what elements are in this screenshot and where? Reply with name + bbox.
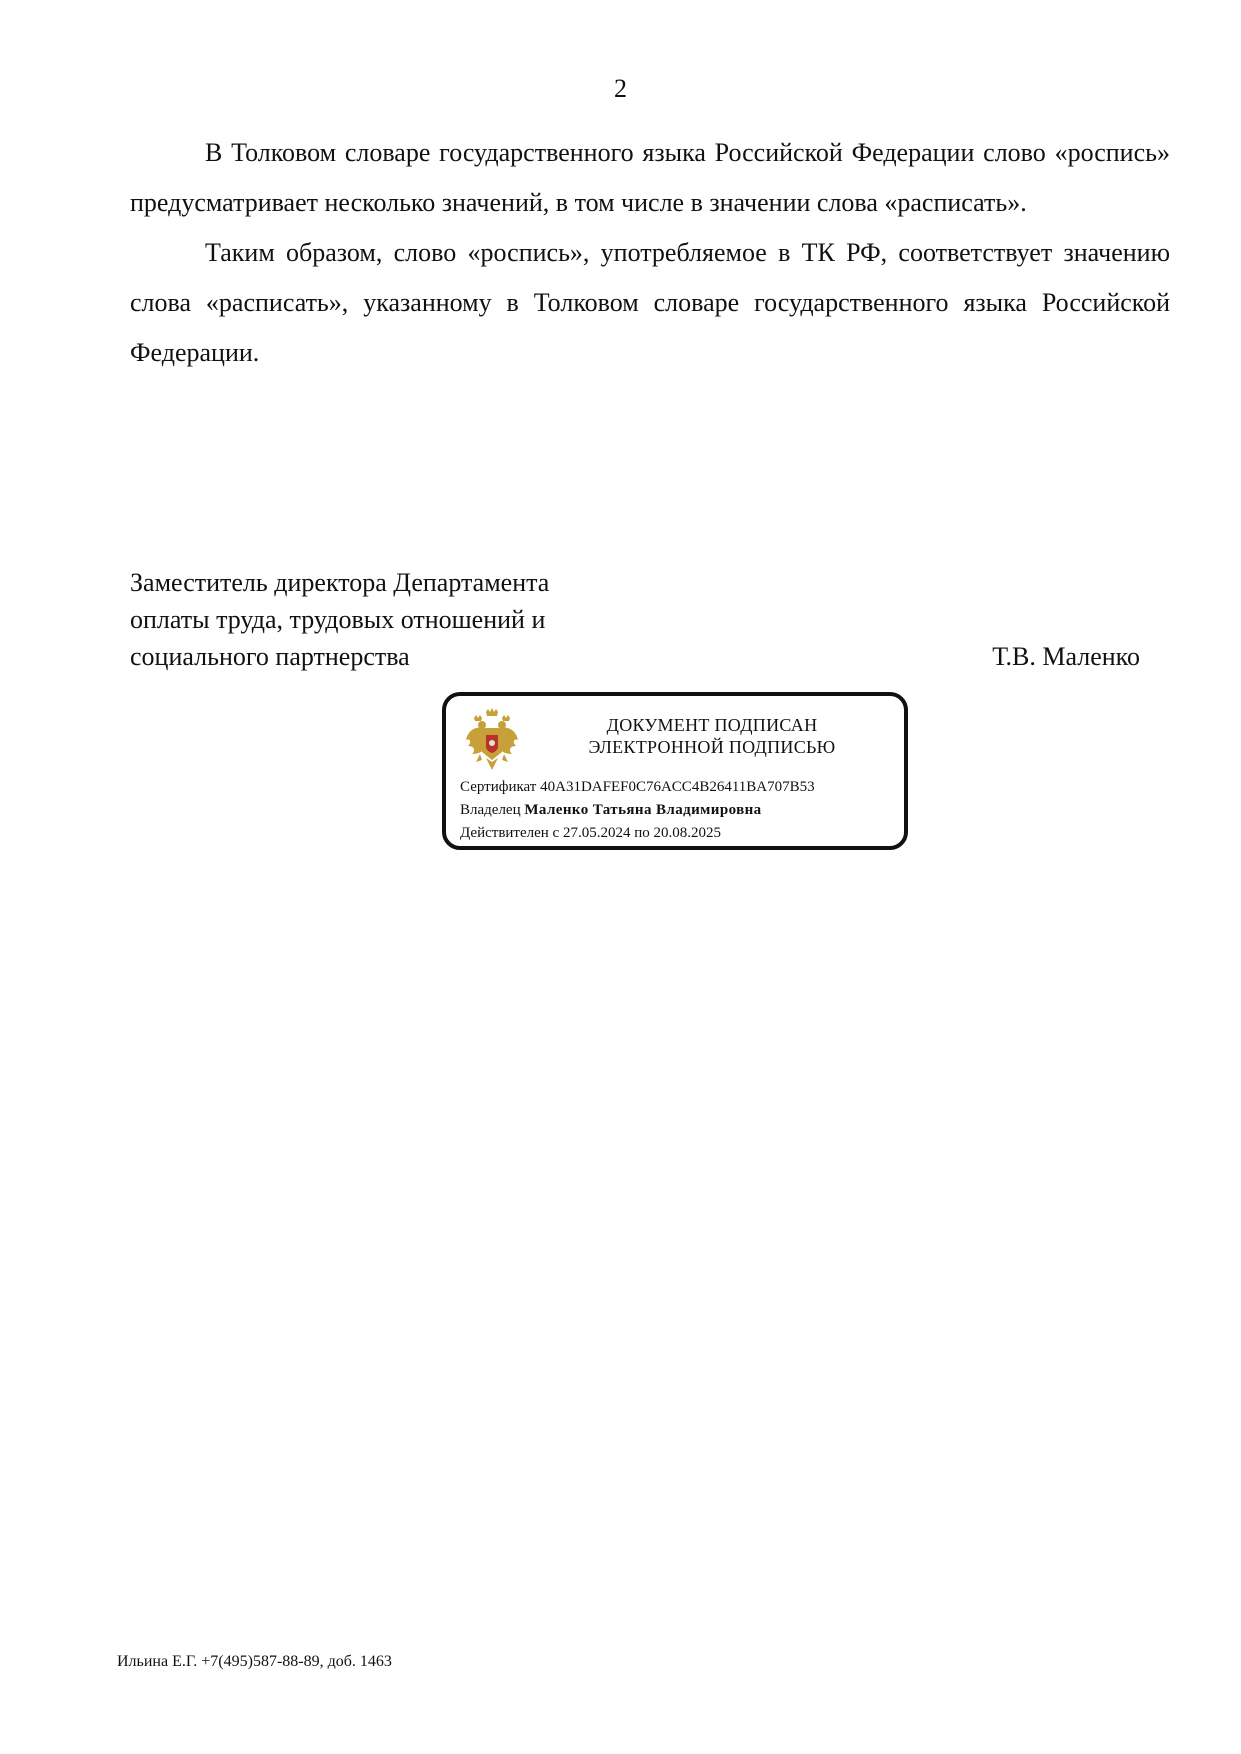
stamp-title-line: ДОКУМЕНТ ПОДПИСАН — [606, 715, 818, 735]
signatory-position-line: Заместитель директора Департамента — [130, 568, 550, 597]
valid-from-date: 27.05.2024 — [562, 825, 631, 841]
certificate-label: Сертификат — [460, 779, 537, 795]
paragraph-conclusion: Таким образом, слово «роспись», употребляемое в ТК РФ, соответствует значению слова «расписать», указанному в Толковом словаре государственного языка Российской Федерации. — [130, 238, 1170, 367]
stamp-title — [542, 714, 882, 758]
owner-value: Маленко Татьяна Владимировна — [524, 802, 762, 818]
certificate-value: 40A31DAFEF0C76ACC4B26411BA707B53 — [540, 779, 815, 795]
signatory-position-line: оплаты труда, трудовых отношений и — [130, 605, 546, 634]
owner-label: Владелец — [460, 802, 521, 818]
owner-row — [460, 799, 900, 822]
electronic-signature-stamp — [442, 692, 908, 850]
valid-from-label: Действителен с — [460, 825, 560, 841]
paragraph-dictionary-meaning: В Толковом словаре государственного языка Российской Федерации слово «роспись» предусматривает несколько значений, в том числе в значении слова «расписать». — [130, 138, 1170, 217]
valid-to-label: по — [634, 825, 650, 841]
signatory-block — [130, 564, 1140, 675]
signatory-name: Т.В. Маленко — [992, 642, 1140, 671]
validity-row — [460, 822, 900, 845]
certificate-row — [460, 776, 900, 799]
valid-to-date: 20.08.2025 — [653, 825, 721, 841]
russian-coat-of-arms-icon — [464, 708, 520, 772]
stamp-title-line: ЭЛЕКТРОННОЙ ПОДПИСЬЮ — [588, 737, 836, 757]
contact-footer-note: Ильина Е.Г. +7(495)587-88-89, доб. 1463 — [117, 1653, 392, 1670]
signatory-position-line: социального партнерства — [130, 642, 410, 671]
page-number: 2 — [614, 74, 627, 103]
stamp-details — [460, 776, 900, 845]
letter-body — [130, 128, 1170, 378]
